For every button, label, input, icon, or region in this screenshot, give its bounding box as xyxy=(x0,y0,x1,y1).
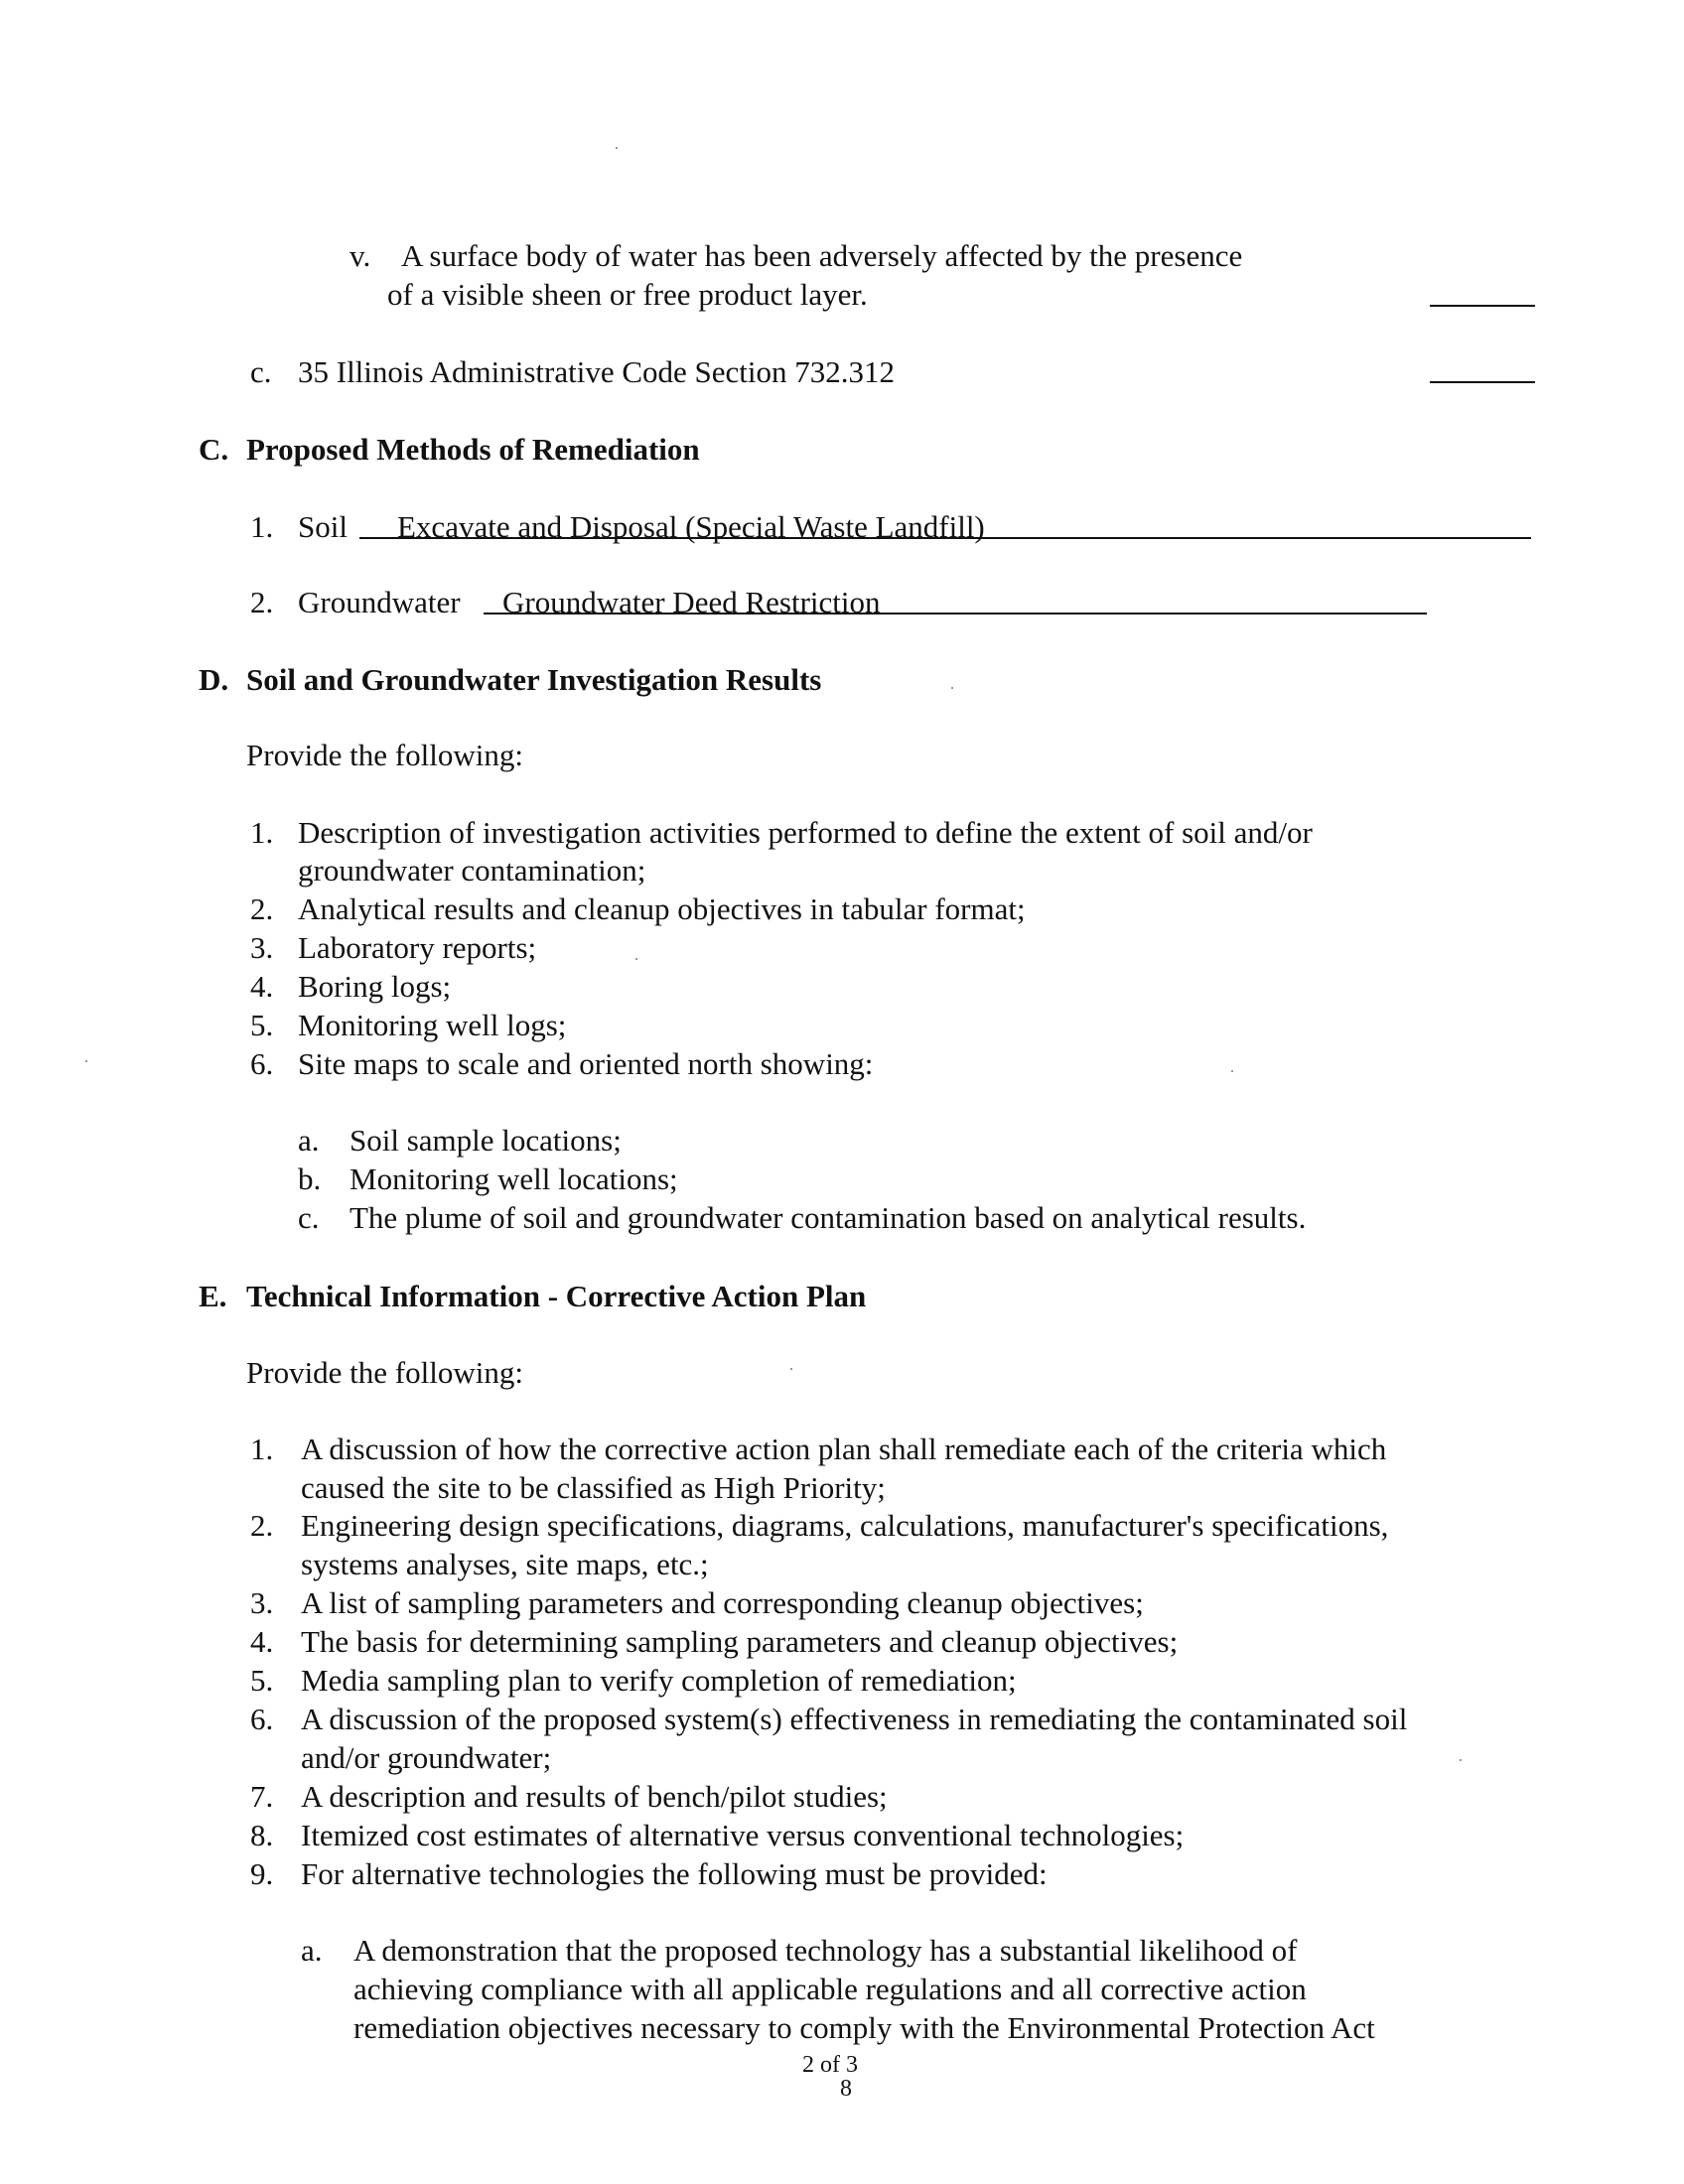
e-item-7-text: A description and results of bench/pilot studies; xyxy=(301,1779,888,1814)
item-c-marker: c. xyxy=(250,354,272,389)
e-item-9-marker: 9. xyxy=(250,1856,274,1891)
e-item-4-text: The basis for determining sampling parameters and cleanup objectives; xyxy=(301,1624,1179,1659)
section-e-marker: E. xyxy=(199,1279,227,1313)
groundwater-label: Groundwater xyxy=(298,585,461,619)
e-subitem-a-line3: remediation objectives necessary to comply with the Environmental Protection Act xyxy=(353,2010,1375,2045)
d-item-4-text: Boring logs; xyxy=(298,969,452,1004)
e-item-1-line2: caused the site to be classified as High Priority; xyxy=(301,1470,886,1505)
e-item-1-marker: 1. xyxy=(250,1432,274,1466)
d-item-1-line1: Description of investigation activities performed to define the extent of soil and/or xyxy=(298,815,1313,850)
scan-speck xyxy=(635,958,637,960)
section-d-intro: Provide the following: xyxy=(246,738,523,772)
d-item-3-marker: 3. xyxy=(250,930,274,965)
e-item-1-line1: A discussion of how the corrective action plan shall remediate each of the criteria which xyxy=(301,1432,1387,1466)
e-subitem-a-line2: achieving compliance with all applicable regulations and all corrective action xyxy=(353,1972,1307,2006)
e-item-7-marker: 7. xyxy=(250,1779,274,1814)
d-item-5-marker: 5. xyxy=(250,1008,274,1042)
d-item-3-text: Laboratory reports; xyxy=(298,930,537,965)
d-item-4-marker: 4. xyxy=(250,969,274,1004)
item-c-answer-blank xyxy=(1430,381,1535,383)
scan-speck xyxy=(616,147,618,149)
scan-speck xyxy=(790,1368,792,1370)
e-subitem-a-line1: A demonstration that the proposed technology has a substantial likelihood of xyxy=(353,1933,1298,1968)
d-item-2-text: Analytical results and cleanup objectives in tabular format; xyxy=(298,891,1026,926)
e-item-3-text: A list of sampling parameters and corresponding cleanup objectives; xyxy=(301,1585,1144,1620)
e-item-9-text: For alternative technologies the following must be provided: xyxy=(301,1856,1048,1891)
item-v-marker: v. xyxy=(350,238,371,273)
d-item-6-marker: 6. xyxy=(250,1046,274,1081)
item-v-answer-blank xyxy=(1430,305,1535,307)
d-subitem-a-text: Soil sample locations; xyxy=(350,1123,622,1158)
d-item-2-marker: 2. xyxy=(250,891,274,926)
section-d-marker: D. xyxy=(199,662,229,697)
section-d-heading: Soil and Groundwater Investigation Results xyxy=(246,662,822,697)
section-c-marker: C. xyxy=(199,432,229,467)
e-item-5-text: Media sampling plan to verify completion of remediation; xyxy=(301,1663,1017,1698)
soil-marker: 1. xyxy=(250,509,274,544)
scan-speck xyxy=(85,1060,87,1062)
section-e-intro: Provide the following: xyxy=(246,1355,523,1390)
d-subitem-b-text: Monitoring well locations; xyxy=(350,1161,678,1196)
e-item-2-line2: systems analyses, site maps, etc.; xyxy=(301,1547,709,1581)
section-e-heading: Technical Information - Corrective Action Plan xyxy=(246,1279,867,1313)
e-item-4-marker: 4. xyxy=(250,1624,274,1659)
e-item-6-line2: and/or groundwater; xyxy=(301,1740,552,1775)
item-c-text: 35 Illinois Administrative Code Section 732.312 xyxy=(298,354,896,389)
item-v-line2: of a visible sheen or free product layer. xyxy=(387,277,868,312)
e-subitem-a-marker: a. xyxy=(301,1933,323,1968)
d-item-5-text: Monitoring well logs; xyxy=(298,1008,567,1042)
e-item-2-marker: 2. xyxy=(250,1508,274,1543)
item-v-line1: A surface body of water has been adversely affected by the presence xyxy=(401,238,1243,273)
scan-speck xyxy=(951,687,953,689)
page-of-label: 2 of 3 xyxy=(802,2052,858,2078)
e-item-8-marker: 8. xyxy=(250,1818,274,1852)
scan-speck xyxy=(1460,1759,1462,1761)
d-subitem-b-marker: b. xyxy=(298,1161,322,1196)
e-item-5-marker: 5. xyxy=(250,1663,274,1698)
d-item-6-text: Site maps to scale and oriented north showing: xyxy=(298,1046,874,1081)
soil-value: Excavate and Disposal (Special Waste Landfill) xyxy=(397,509,985,544)
e-item-2-line1: Engineering design specifications, diagrams, calculations, manufacturer's specifications, xyxy=(301,1508,1389,1543)
d-item-1-marker: 1. xyxy=(250,815,274,850)
d-subitem-c-marker: c. xyxy=(298,1200,320,1235)
section-c-heading: Proposed Methods of Remediation xyxy=(246,432,700,467)
d-item-1-line2: groundwater contamination; xyxy=(298,853,646,887)
groundwater-marker: 2. xyxy=(250,585,274,619)
d-subitem-c-text: The plume of soil and groundwater contamination based on analytical results. xyxy=(350,1200,1307,1235)
soil-label: Soil xyxy=(298,509,348,544)
scan-speck xyxy=(1231,1070,1233,1072)
d-subitem-a-marker: a. xyxy=(298,1123,320,1158)
groundwater-value: Groundwater Deed Restriction xyxy=(502,585,881,619)
e-item-6-marker: 6. xyxy=(250,1702,274,1736)
e-item-3-marker: 3. xyxy=(250,1585,274,1620)
e-item-8-text: Itemized cost estimates of alternative versus conventional technologies; xyxy=(301,1818,1185,1852)
page-number: 8 xyxy=(840,2076,852,2102)
e-item-6-line1: A discussion of the proposed system(s) effectiveness in remediating the contaminated soil xyxy=(301,1702,1408,1736)
